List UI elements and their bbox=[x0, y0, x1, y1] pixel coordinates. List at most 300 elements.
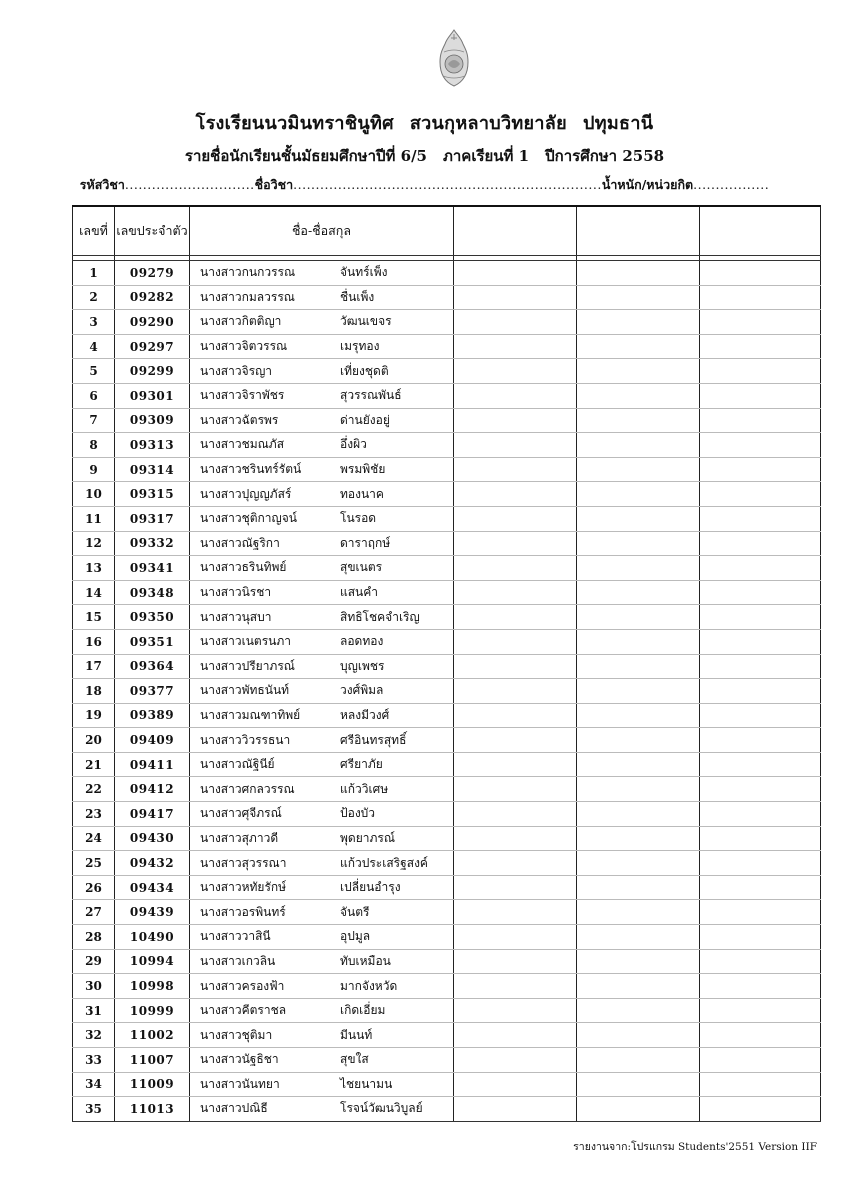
blank-cell bbox=[577, 556, 700, 581]
blank-cell bbox=[577, 925, 700, 950]
blank-cell bbox=[700, 802, 821, 827]
student-last-name: ลอดทอง bbox=[340, 634, 384, 649]
student-first-name: นางสาวปุญญภัสร์ bbox=[200, 486, 292, 501]
student-id: 09430 bbox=[115, 826, 190, 851]
student-first-name: นางสาวอรพินทร์ bbox=[200, 904, 286, 919]
blank-cell bbox=[577, 875, 700, 900]
student-first-name: นางสาวพัทธนันท์ bbox=[200, 683, 290, 698]
table-row bbox=[73, 285, 821, 310]
student-name bbox=[190, 654, 454, 679]
student-id: 09439 bbox=[115, 900, 190, 925]
row-number: 13 bbox=[73, 556, 115, 581]
student-first-name: นางสาววิวรรธนา bbox=[200, 732, 291, 747]
blank-cell bbox=[700, 531, 821, 556]
row-number: 2 bbox=[73, 285, 115, 310]
table-row bbox=[73, 777, 821, 802]
student-id: 10490 bbox=[115, 925, 190, 950]
table-row bbox=[73, 851, 821, 876]
row-number: 6 bbox=[73, 383, 115, 408]
row-number: 9 bbox=[73, 457, 115, 482]
blank-cell bbox=[454, 728, 577, 753]
blank-cell bbox=[454, 925, 577, 950]
student-last-name: เมรุทอง bbox=[340, 339, 380, 354]
student-first-name: นางสาวธรินทิพย์ bbox=[200, 560, 287, 575]
blank-cell bbox=[577, 974, 700, 999]
student-last-name: ศรียาภัย bbox=[340, 757, 383, 772]
row-number: 11 bbox=[73, 506, 115, 531]
student-first-name: นางสาวปรียาภรณ์ bbox=[200, 658, 295, 673]
student-name bbox=[190, 777, 454, 802]
row-number: 30 bbox=[73, 974, 115, 999]
student-last-name: แก้ววิเศษ bbox=[340, 781, 389, 796]
blank-cell bbox=[577, 1048, 700, 1073]
student-last-name: อุปมูล bbox=[340, 929, 371, 944]
student-id: 09332 bbox=[115, 531, 190, 556]
subject-code-label: รหัสวิชา bbox=[79, 177, 125, 192]
student-name bbox=[190, 1097, 454, 1122]
student-id: 09432 bbox=[115, 851, 190, 876]
table-row bbox=[73, 506, 821, 531]
student-last-name: ทองนาค bbox=[340, 486, 384, 501]
row-number: 4 bbox=[73, 334, 115, 359]
table-header-row bbox=[73, 206, 821, 256]
student-last-name: จันตรี bbox=[340, 904, 370, 919]
header-number: เลขที่ bbox=[73, 206, 115, 256]
student-id: 09315 bbox=[115, 482, 190, 507]
report-footer: รายงานจาก:โปรแกรม Students'2551 Version IIF bbox=[573, 1141, 817, 1153]
row-number: 25 bbox=[73, 851, 115, 876]
student-id: 09279 bbox=[115, 261, 190, 286]
blank-cell bbox=[454, 605, 577, 630]
row-number: 12 bbox=[73, 531, 115, 556]
student-first-name: นางสาวเกวลิน bbox=[200, 953, 276, 968]
blank-cell bbox=[577, 605, 700, 630]
row-number: 19 bbox=[73, 703, 115, 728]
student-first-name: นางสาวจิราพัชร bbox=[200, 388, 285, 403]
student-last-name: มากจังหวัด bbox=[340, 978, 398, 993]
blank-cell bbox=[577, 383, 700, 408]
student-id: 10994 bbox=[115, 949, 190, 974]
student-id: 11007 bbox=[115, 1048, 190, 1073]
blank-cell bbox=[577, 949, 700, 974]
blank-cell bbox=[700, 408, 821, 433]
blank-cell bbox=[700, 949, 821, 974]
table-row bbox=[73, 359, 821, 384]
student-first-name: นางสาวหทัยรักษ์ bbox=[200, 880, 287, 895]
blank-cell bbox=[700, 605, 821, 630]
roster-body bbox=[73, 261, 821, 1122]
blank-cell bbox=[577, 1097, 700, 1122]
blank-cell bbox=[577, 334, 700, 359]
header-blank-col-2 bbox=[577, 206, 700, 256]
blank-cell bbox=[700, 974, 821, 999]
student-first-name: นางสาวปณิธี bbox=[200, 1101, 268, 1116]
student-last-name: จันทร์เพ็ง bbox=[340, 265, 388, 280]
blank-cell bbox=[700, 875, 821, 900]
blank-cell bbox=[454, 285, 577, 310]
student-id: 09417 bbox=[115, 802, 190, 827]
row-number: 24 bbox=[73, 826, 115, 851]
blank-cell bbox=[577, 851, 700, 876]
student-last-name: ศรีอินทรสุทธิ์ bbox=[340, 732, 407, 747]
student-name bbox=[190, 383, 454, 408]
student-name bbox=[190, 826, 454, 851]
row-number: 3 bbox=[73, 310, 115, 335]
student-last-name: วัฒนเขจร bbox=[340, 314, 392, 329]
student-id: 09297 bbox=[115, 334, 190, 359]
blank-cell bbox=[700, 506, 821, 531]
blank-cell bbox=[700, 703, 821, 728]
student-last-name: แก้วประเสริฐสงค์ bbox=[340, 855, 428, 870]
blank-cell bbox=[577, 482, 700, 507]
student-first-name: นางสาวกิตติญา bbox=[200, 314, 282, 329]
student-first-name: นางสาวนันทยา bbox=[200, 1076, 280, 1091]
blank-cell bbox=[454, 506, 577, 531]
blank-cell bbox=[454, 777, 577, 802]
blank-cell bbox=[700, 851, 821, 876]
student-id: 09299 bbox=[115, 359, 190, 384]
table-row bbox=[73, 752, 821, 777]
table-row bbox=[73, 556, 821, 581]
blank-cell bbox=[700, 925, 821, 950]
table-row bbox=[73, 580, 821, 605]
table-row bbox=[73, 531, 821, 556]
student-name bbox=[190, 261, 454, 286]
blank-cell bbox=[454, 408, 577, 433]
student-first-name: นางสาวมณฑาทิพย์ bbox=[200, 707, 301, 722]
student-last-name: ทับเหมือน bbox=[340, 953, 391, 968]
row-number: 1 bbox=[73, 261, 115, 286]
student-id: 09412 bbox=[115, 777, 190, 802]
student-id: 09282 bbox=[115, 285, 190, 310]
student-last-name: เปลี่ยนอำรุง bbox=[340, 880, 401, 895]
blank-cell bbox=[700, 1023, 821, 1048]
blank-cell bbox=[577, 629, 700, 654]
student-first-name: นางสาวครองฟ้า bbox=[200, 978, 285, 993]
row-number: 32 bbox=[73, 1023, 115, 1048]
student-id: 09341 bbox=[115, 556, 190, 581]
blank-cell bbox=[454, 851, 577, 876]
student-last-name: ดาราฤกษ์ bbox=[340, 535, 391, 550]
blank-cell bbox=[700, 654, 821, 679]
student-last-name: ไชยนามน bbox=[340, 1076, 393, 1091]
student-name bbox=[190, 531, 454, 556]
blank-cell bbox=[454, 703, 577, 728]
student-first-name: นางสาวศกลวรรณ bbox=[200, 781, 295, 796]
blank-cell bbox=[577, 408, 700, 433]
student-id: 09313 bbox=[115, 433, 190, 458]
blank-cell bbox=[700, 359, 821, 384]
table-row bbox=[73, 482, 821, 507]
student-id: 09364 bbox=[115, 654, 190, 679]
blank-cell bbox=[577, 1023, 700, 1048]
student-name bbox=[190, 1072, 454, 1097]
blank-cell bbox=[577, 900, 700, 925]
row-number: 34 bbox=[73, 1072, 115, 1097]
student-id: 11013 bbox=[115, 1097, 190, 1122]
blank-cell bbox=[454, 482, 577, 507]
student-first-name: นางสาวจิตวรรณ bbox=[200, 339, 288, 354]
student-name bbox=[190, 408, 454, 433]
blank-cell bbox=[700, 1097, 821, 1122]
table-row bbox=[73, 261, 821, 286]
student-first-name: นางสาววาสินี bbox=[200, 929, 271, 944]
blank-cell bbox=[700, 998, 821, 1023]
student-id: 09434 bbox=[115, 875, 190, 900]
academic-year: ปีการศึกษา 2558 bbox=[545, 147, 665, 165]
row-number: 29 bbox=[73, 949, 115, 974]
class-level: รายชื่อนักเรียนชั้นมัธยมศึกษาปีที่ 6/5 bbox=[184, 147, 427, 165]
student-last-name: เกิดเอี่ยม bbox=[340, 1003, 386, 1018]
blank-cell bbox=[700, 457, 821, 482]
student-name bbox=[190, 285, 454, 310]
blank-cell bbox=[577, 531, 700, 556]
blank-cell bbox=[577, 826, 700, 851]
student-first-name: นางสาวกนกวรรณ bbox=[200, 265, 296, 280]
student-id: 09409 bbox=[115, 728, 190, 753]
student-first-name: นางสาวนิรชา bbox=[200, 585, 272, 600]
student-name bbox=[190, 580, 454, 605]
blank-cell bbox=[454, 261, 577, 286]
student-last-name: สิทธิโชคจำเริญ bbox=[340, 609, 420, 624]
student-name bbox=[190, 703, 454, 728]
header-blank-col-3 bbox=[700, 206, 821, 256]
blank-cell bbox=[577, 359, 700, 384]
table-row bbox=[73, 900, 821, 925]
student-last-name: โรจน์วัฒนวิบูลย์ bbox=[340, 1101, 423, 1116]
student-last-name: วงศ์พิมล bbox=[340, 683, 384, 698]
blank-cell bbox=[454, 1072, 577, 1097]
blank-cell bbox=[577, 654, 700, 679]
student-id: 11009 bbox=[115, 1072, 190, 1097]
blank-cell bbox=[454, 875, 577, 900]
table-row bbox=[73, 1023, 821, 1048]
school-title bbox=[0, 108, 849, 137]
blank-cell bbox=[454, 679, 577, 704]
table-row bbox=[73, 654, 821, 679]
student-name bbox=[190, 802, 454, 827]
blank-cell bbox=[700, 1072, 821, 1097]
blank-cell bbox=[700, 433, 821, 458]
student-id: 09301 bbox=[115, 383, 190, 408]
table-row bbox=[73, 457, 821, 482]
header-blank-col-1 bbox=[454, 206, 577, 256]
student-name bbox=[190, 925, 454, 950]
blank-cell bbox=[577, 703, 700, 728]
blank-cell bbox=[700, 728, 821, 753]
row-number: 16 bbox=[73, 629, 115, 654]
student-name bbox=[190, 482, 454, 507]
table-row bbox=[73, 629, 821, 654]
student-last-name: เที่ยงชุดติ bbox=[340, 363, 389, 378]
student-last-name: ชื่นเพ็ง bbox=[340, 289, 375, 304]
table-row bbox=[73, 703, 821, 728]
blank-cell bbox=[454, 900, 577, 925]
blank-cell bbox=[577, 285, 700, 310]
table-row bbox=[73, 605, 821, 630]
blank-cell bbox=[700, 556, 821, 581]
blank-cell bbox=[700, 383, 821, 408]
student-first-name: นางสาวณัฐริกา bbox=[200, 535, 280, 550]
row-number: 7 bbox=[73, 408, 115, 433]
blank-cell bbox=[454, 1097, 577, 1122]
blank-cell bbox=[577, 310, 700, 335]
header-student-id: เลขประจำตัว bbox=[115, 206, 190, 256]
class-title bbox=[0, 144, 849, 168]
student-first-name: นางสาวกมลวรรณ bbox=[200, 289, 295, 304]
row-number: 10 bbox=[73, 482, 115, 507]
blank-cell bbox=[577, 777, 700, 802]
table-row bbox=[73, 802, 821, 827]
blank-cell bbox=[577, 802, 700, 827]
table-row bbox=[73, 1072, 821, 1097]
table-row bbox=[73, 310, 821, 335]
blank-cell bbox=[454, 580, 577, 605]
blank-cell bbox=[454, 998, 577, 1023]
row-number: 18 bbox=[73, 679, 115, 704]
blank-cell bbox=[577, 679, 700, 704]
student-name bbox=[190, 359, 454, 384]
blank-cell bbox=[454, 556, 577, 581]
student-name bbox=[190, 998, 454, 1023]
student-name bbox=[190, 556, 454, 581]
blank-cell bbox=[700, 752, 821, 777]
student-id: 09314 bbox=[115, 457, 190, 482]
table-row bbox=[73, 925, 821, 950]
blank-cell bbox=[577, 261, 700, 286]
blank-cell bbox=[454, 629, 577, 654]
student-roster-table bbox=[72, 205, 821, 1122]
table-row bbox=[73, 974, 821, 999]
blank-cell bbox=[700, 580, 821, 605]
student-id: 10999 bbox=[115, 998, 190, 1023]
credit-weight-blank: ................. bbox=[693, 177, 770, 192]
student-name bbox=[190, 629, 454, 654]
student-first-name: นางสาวชมณภัส bbox=[200, 437, 285, 452]
row-number: 23 bbox=[73, 802, 115, 827]
student-id: 09351 bbox=[115, 629, 190, 654]
blank-cell bbox=[454, 654, 577, 679]
row-number: 14 bbox=[73, 580, 115, 605]
table-row bbox=[73, 433, 821, 458]
blank-cell bbox=[454, 334, 577, 359]
row-number: 15 bbox=[73, 605, 115, 630]
blank-cell bbox=[700, 482, 821, 507]
student-last-name: อึ่งผิว bbox=[340, 437, 367, 452]
blank-cell bbox=[700, 679, 821, 704]
blank-cell bbox=[454, 433, 577, 458]
table-row bbox=[73, 728, 821, 753]
table-row bbox=[73, 334, 821, 359]
student-first-name: นางสาวณัฐินีย์ bbox=[200, 757, 275, 772]
row-number: 8 bbox=[73, 433, 115, 458]
table-row bbox=[73, 679, 821, 704]
row-number: 22 bbox=[73, 777, 115, 802]
student-id: 09348 bbox=[115, 580, 190, 605]
student-first-name: นางสาวสุภาวดี bbox=[200, 830, 279, 845]
student-id: 10998 bbox=[115, 974, 190, 999]
student-first-name: นางสาวจิรญา bbox=[200, 363, 273, 378]
student-name bbox=[190, 433, 454, 458]
student-id: 09350 bbox=[115, 605, 190, 630]
blank-cell bbox=[700, 334, 821, 359]
student-name bbox=[190, 900, 454, 925]
blank-cell bbox=[700, 310, 821, 335]
blank-cell bbox=[700, 1048, 821, 1073]
blank-cell bbox=[454, 531, 577, 556]
table-row bbox=[73, 1048, 821, 1073]
student-id: 09411 bbox=[115, 752, 190, 777]
student-name bbox=[190, 728, 454, 753]
student-name bbox=[190, 752, 454, 777]
student-name bbox=[190, 605, 454, 630]
student-name bbox=[190, 851, 454, 876]
blank-cell bbox=[577, 1072, 700, 1097]
blank-cell bbox=[700, 285, 821, 310]
student-last-name: โนรอด bbox=[340, 511, 377, 526]
credit-weight-label: น้ำหนัก/หน่วยกิต bbox=[601, 177, 694, 192]
student-last-name: มีนนท์ bbox=[340, 1027, 373, 1042]
student-name bbox=[190, 334, 454, 359]
student-id: 09317 bbox=[115, 506, 190, 531]
student-name bbox=[190, 1048, 454, 1073]
subject-name-label: ชื่อวิชา bbox=[254, 177, 294, 192]
student-last-name: แสนคำ bbox=[340, 585, 379, 600]
table-row bbox=[73, 408, 821, 433]
school-province: ปทุมธานี bbox=[583, 113, 654, 134]
blank-cell bbox=[700, 826, 821, 851]
blank-cell bbox=[454, 802, 577, 827]
student-last-name: ด่านยังอยู่ bbox=[340, 412, 390, 427]
row-number: 5 bbox=[73, 359, 115, 384]
row-number: 31 bbox=[73, 998, 115, 1023]
blank-cell bbox=[454, 949, 577, 974]
student-first-name: นางสาวชุติกาญจน์ bbox=[200, 511, 298, 526]
student-name bbox=[190, 310, 454, 335]
student-first-name: นางสาวเนตรนภา bbox=[200, 634, 291, 649]
blank-cell bbox=[454, 457, 577, 482]
table-row bbox=[73, 998, 821, 1023]
blank-cell bbox=[454, 752, 577, 777]
student-name bbox=[190, 457, 454, 482]
student-first-name: นางสาวชุติมา bbox=[200, 1027, 273, 1042]
blank-cell bbox=[700, 777, 821, 802]
blank-cell bbox=[577, 433, 700, 458]
student-first-name: นางสาวฉัตรพร bbox=[200, 412, 279, 427]
row-number: 21 bbox=[73, 752, 115, 777]
row-number: 33 bbox=[73, 1048, 115, 1073]
blank-cell bbox=[577, 457, 700, 482]
row-number: 35 bbox=[73, 1097, 115, 1122]
row-number: 28 bbox=[73, 925, 115, 950]
school-branch: สวนกุหลาบวิทยาลัย bbox=[409, 113, 567, 134]
student-name bbox=[190, 949, 454, 974]
student-first-name: นางสาวศุจีภรณ์ bbox=[200, 806, 282, 821]
blank-cell bbox=[454, 1023, 577, 1048]
blank-cell bbox=[700, 900, 821, 925]
subject-name-blank: ..................................................................... bbox=[293, 177, 602, 192]
blank-cell bbox=[577, 506, 700, 531]
student-last-name: สุวรรณพันธ์ bbox=[340, 388, 402, 403]
student-first-name: นางสาวสุวรรณา bbox=[200, 855, 287, 870]
student-last-name: สุขเนตร bbox=[340, 560, 383, 575]
blank-cell bbox=[454, 1048, 577, 1073]
blank-cell bbox=[454, 310, 577, 335]
row-number: 26 bbox=[73, 875, 115, 900]
table-row bbox=[73, 949, 821, 974]
student-name bbox=[190, 974, 454, 999]
student-name bbox=[190, 679, 454, 704]
